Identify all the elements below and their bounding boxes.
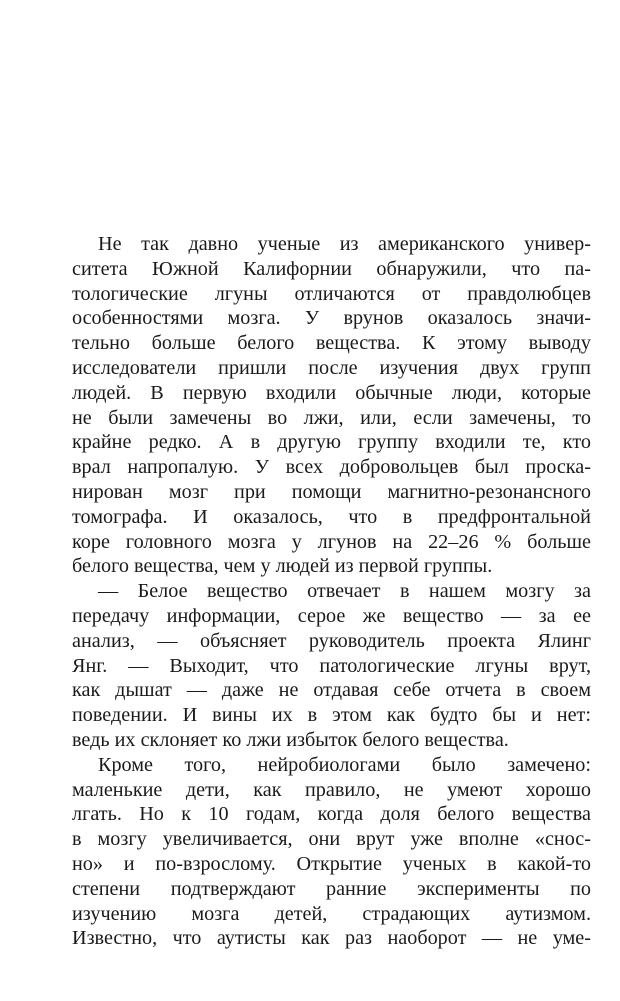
text-line: тельно больше белого вещества. К этому выводу [72,332,591,355]
text-line: исследователи пришли после изучения двух групп [72,356,591,379]
text-line: Известно, что аутисты как раз наоборот — не уме- [72,927,591,950]
text-line: в мозгу увеличивается, они врут уже вполне «снос- [72,828,591,851]
paragraph-1 [72,232,591,579]
text-line: врал напропалую. У всех добровольцев был проска- [72,456,591,479]
text-line: изучению мозга детей, страдающих аутизмом. [72,902,591,925]
text-line: людей. В первую входили обычные люди, которые [72,381,591,404]
text-line: Янг. — Выходит, что патологические лгуны врут, [72,654,591,677]
text-line: лгать. Но к 10 годам, когда доля белого вещества [72,803,591,826]
paragraph-2 [72,579,591,753]
text-line: анализ, — объясняет руководитель проекта Ялинг [72,629,591,652]
text-line: крайне редко. А в другую группу входили те, кто [72,431,591,454]
book-page-text [72,232,591,951]
text-line: — Белое вещество отвечает в нашем мозгу за [98,580,591,603]
text-line: особенностями мозга. У врунов оказалось значи- [72,307,591,330]
text-line: тологические лгуны отличаются от правдолюбцев [72,282,591,305]
text-line: степени подтверждают ранние эксперименты по [72,877,591,900]
paragraph-3 [72,753,591,951]
text-line: не были замечены во лжи, или, если замечены, то [72,406,591,429]
text-line: коре головного мозга у лгунов на 22–26 % больше [72,530,591,553]
text-line: Кроме того, нейробиологами было замечено: [98,753,591,776]
text-line: ведь их склоняет ко лжи избыток белого вещества. [72,728,509,751]
text-line: как дышат — даже не отдавая себе отчета в своем [72,679,591,702]
text-line: ситета Южной Калифорнии обнаружили, что па- [72,257,591,280]
text-line: передачу информации, серое же вещество — за ее [72,604,591,627]
text-line: но» и по-взрослому. Открытие ученых в какой-то [72,852,591,875]
text-line: томографа. И оказалось, что в предфронтальной [72,505,591,528]
text-line: маленькие дети, как правило, не умеют хорошо [72,778,591,801]
text-line: белого вещества, чем у людей из первой группы. [72,555,493,578]
text-line: нирован мозг при помощи магнитно-резонансного [72,480,591,503]
text-line: Не так давно ученые из американского универ- [98,233,591,255]
text-line: поведении. И вины их в этом как будто бы и нет: [72,704,591,727]
